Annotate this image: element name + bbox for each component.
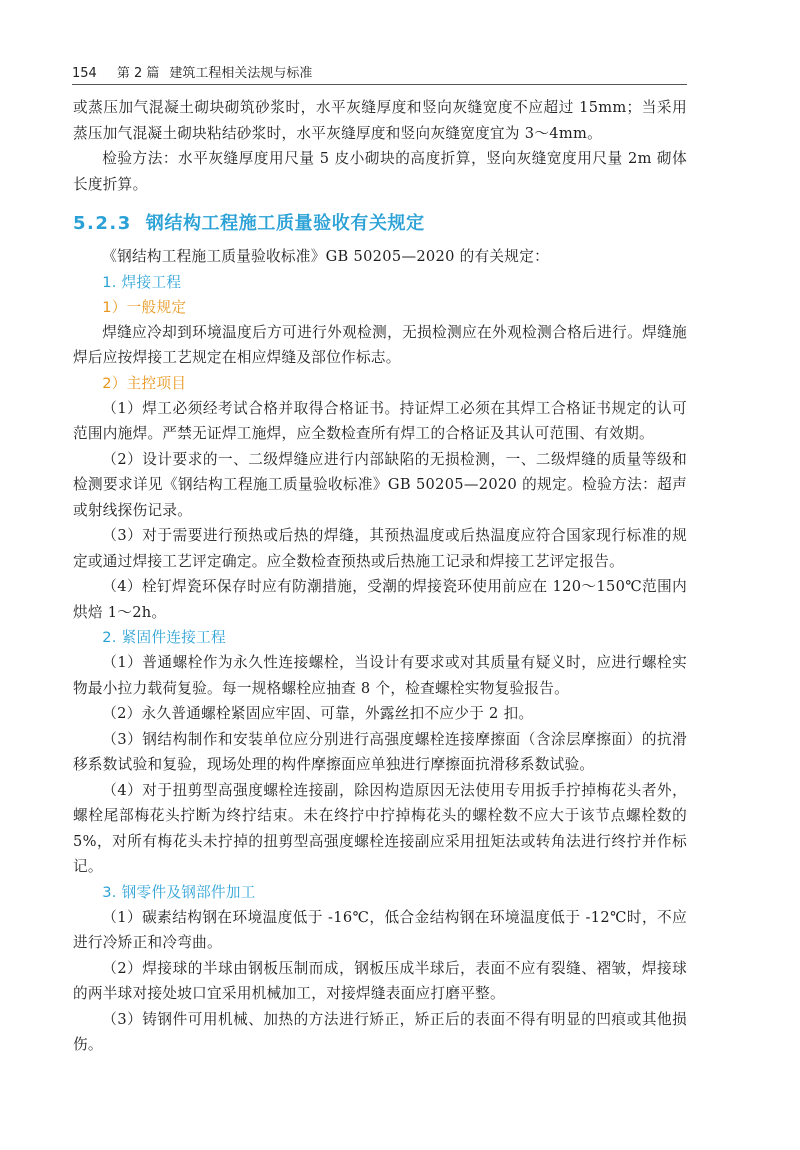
paragraph: （1）焊工必须经考试合格并取得合格证书。持证焊工必须在其焊工合格证书规定的认可范围内施焊。严禁无证焊工施焊，应全数检查所有焊工的合格证及其认可范围、有效期。 bbox=[73, 399, 687, 442]
paragraph: （4）栓钉焊瓷环保存时应有防潮措施，受潮的焊接瓷环使用前应在 120～150℃范围内烘焙 1～2h。 bbox=[73, 578, 687, 621]
part-label: 第 2 篇 bbox=[116, 66, 160, 81]
paragraph: （3）钢结构制作和安装单位应分别进行高强度螺栓连接摩擦面（含涂层摩擦面）的抗滑移系数试验和复验，现场处理的构件摩擦面应单独进行摩擦面抗滑移系数试验。 bbox=[73, 730, 687, 773]
subheading-general: 1）一般规定 bbox=[102, 298, 187, 316]
subheading-welding: 1. 焊接工程 bbox=[102, 273, 182, 291]
paragraph: （1）碳素结构钢在环境温度低于 -16℃，低合金结构钢在环境温度低于 -12℃时，不应进行冷矫正和冷弯曲。 bbox=[73, 908, 687, 951]
paragraph: 《钢结构工程施工质量验收标准》GB 50205—2020 的有关规定： bbox=[102, 248, 549, 265]
section-title: 钢结构工程施工质量验收有关规定 bbox=[145, 213, 425, 234]
subheading-steel-parts: 3. 钢零件及钢部件加工 bbox=[102, 883, 256, 901]
running-header bbox=[72, 62, 688, 81]
paragraph: 焊缝应冷却到环境温度后方可进行外观检测，无损检测应在外观检测合格后进行。焊缝施焊后应按焊接工艺规定在相应焊缝及部位作标志。 bbox=[73, 323, 687, 366]
part-title: 建筑工程相关法规与标准 bbox=[169, 66, 313, 81]
subheading-main-items: 2）主控项目 bbox=[102, 374, 187, 392]
body-text bbox=[73, 95, 687, 1058]
header-rule bbox=[72, 84, 687, 85]
paragraph: （3）对于需要进行预热或后热的焊缝，其预热温度或后热温度应符合国家现行标准的规定或通过焊接工艺评定确定。应全数检查预热或后热施工记录和焊接工艺评定报告。 bbox=[73, 527, 687, 570]
paragraph: （3）铸钢件可用机械、加热的方法进行矫正，矫正后的表面不得有明显的凹痕或其他损伤。 bbox=[73, 1010, 687, 1053]
page-number: 154 bbox=[72, 66, 97, 81]
paragraph: （2）永久普通螺栓紧固应牢固、可靠，外露丝扣不应少于 2 扣。 bbox=[102, 705, 534, 722]
section-number: 5.2.3 bbox=[73, 213, 132, 234]
section-heading bbox=[73, 211, 687, 237]
paragraph: （2）设计要求的一、二级焊缝应进行内部缺陷的无损检测，一、二级焊缝的质量等级和检测要求详见《钢结构工程施工质量验收标准》GB 50205—2020 的规定。检验方法：超声或射线探伤记录。 bbox=[73, 450, 687, 519]
paragraph: （2）焊接球的半球由钢板压制而成，钢板压成半球后，表面不应有裂缝、褶皱，焊接球的两半球对接处坡口宜采用机械加工，对接焊缝表面应打磨平整。 bbox=[73, 959, 687, 1002]
paragraph: 或蒸压加气混凝土砌块砌筑砂浆时，水平灰缝厚度和竖向灰缝宽度不应超过 15mm；当采用蒸压加气混凝土砌块粘结砂浆时，水平灰缝厚度和竖向灰缝宽度宜为 3～4mm。 bbox=[73, 99, 687, 142]
paragraph: （4）对于扭剪型高强度螺栓连接副，除因构造原因无法使用专用扳手拧掉梅花头者外，螺栓尾部梅花头拧断为终拧结束。未在终拧中拧掉梅花头的螺栓数不应大于该节点螺栓数的 5%，对所有梅花头未拧掉的扭剪型高强度螺栓连接副应采用扭矩法或转角法进行终拧并作标记。 bbox=[73, 781, 687, 875]
subheading-fastener: 2. 紧固件连接工程 bbox=[102, 629, 226, 646]
paragraph: 检验方法：水平灰缝厚度用尺量 5 皮小砌块的高度折算，竖向灰缝宽度用尺量 2m 砌体长度折算。 bbox=[73, 150, 687, 193]
paragraph: （1）普通螺栓作为永久性连接螺栓，当设计有要求或对其质量有疑义时，应进行螺栓实物最小拉力载荷复验。每一规格螺栓应抽查 8 个，检查螺栓实物复验报告。 bbox=[73, 654, 687, 697]
